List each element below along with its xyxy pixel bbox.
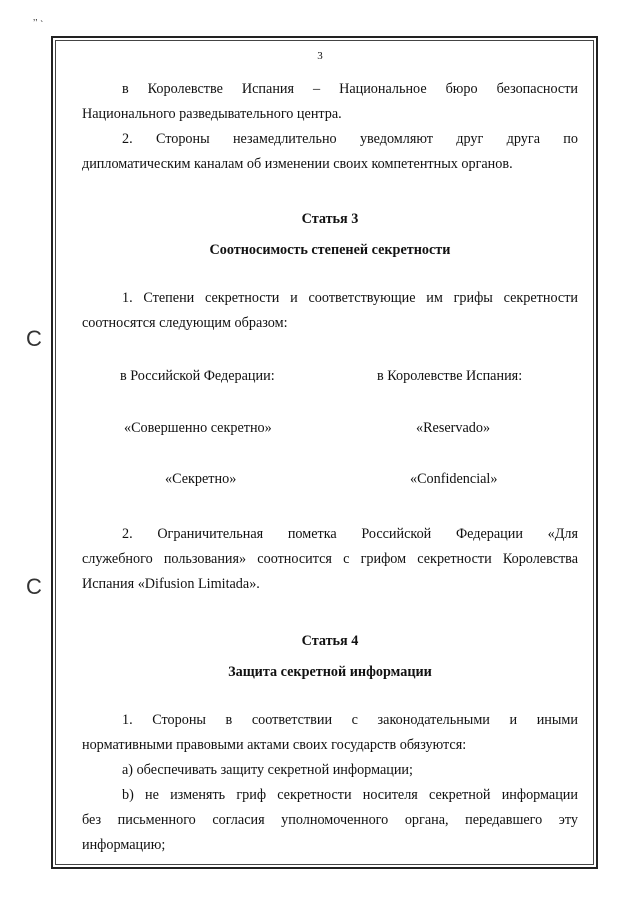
article3-p1-line1: 1. Степени секретности и соответствующие им грифы секретности <box>122 290 578 306</box>
margin-mark-2: C <box>26 574 42 599</box>
p1-line1: в Королевстве Испания – Национальное бюро безопасности <box>122 81 578 97</box>
article4-number: Статья 4 <box>301 633 359 649</box>
intro-block <box>82 77 578 177</box>
table-cell-ru: «Совершенно секретно» <box>124 420 272 436</box>
scan-dots: ‚‚ ˎ <box>33 12 44 23</box>
article3-p2-line2: служебного пользования» соотносится с грифом секретности Королевства <box>82 551 578 567</box>
p2-line1: 2. Стороны незамедлительно уведомляют друг друга по <box>122 131 578 147</box>
article4-title: Защита секретной информации <box>228 664 432 680</box>
table-cell-es: «Confidencial» <box>410 471 498 487</box>
article4-b-line2: без письменного согласия уполномоченного органа, передавшего эту <box>82 812 578 828</box>
article3-p2 <box>82 522 578 597</box>
p1-line2: Национального разведывательного центра. <box>82 106 342 122</box>
article4-b-line1: b) не изменять гриф секретности носителя секретной информации <box>122 787 578 803</box>
article3-p2-line3: Испания «Difusion Limitada». <box>82 576 260 592</box>
table-header-ru: в Российской Федерации: <box>120 368 275 384</box>
article4-p1-line2: нормативными правовыми актами своих государств обязуются: <box>82 737 467 753</box>
article4-heading <box>82 629 578 685</box>
article4-a-line: а) обеспечивать защиту секретной информации; <box>122 762 413 778</box>
article3-p2-line1: 2. Ограничительная пометка Российской Федерации «Для <box>122 526 578 542</box>
article3-p1 <box>82 286 578 336</box>
article4-body <box>82 708 578 858</box>
margin-mark-1: C <box>26 326 42 351</box>
table-header-es: в Королевстве Испания: <box>377 368 523 384</box>
article3-title: Соотносимость степеней секретности <box>209 242 451 258</box>
page-number: 3 <box>317 50 323 62</box>
article3-heading <box>82 207 578 263</box>
article3-p1-line2: соотносятся следующим образом: <box>82 315 288 331</box>
table-cell-ru: «Секретно» <box>165 471 237 487</box>
article4-p1-line1: 1. Стороны в соответствии с законодательными и иными <box>122 712 578 728</box>
table-cell-es: «Reservado» <box>416 420 491 436</box>
p2-line2: дипломатическим каналам об изменении своих компетентных органов. <box>82 156 513 172</box>
article3-number: Статья 3 <box>301 211 359 227</box>
article4-b-line3: информацию; <box>82 837 166 853</box>
